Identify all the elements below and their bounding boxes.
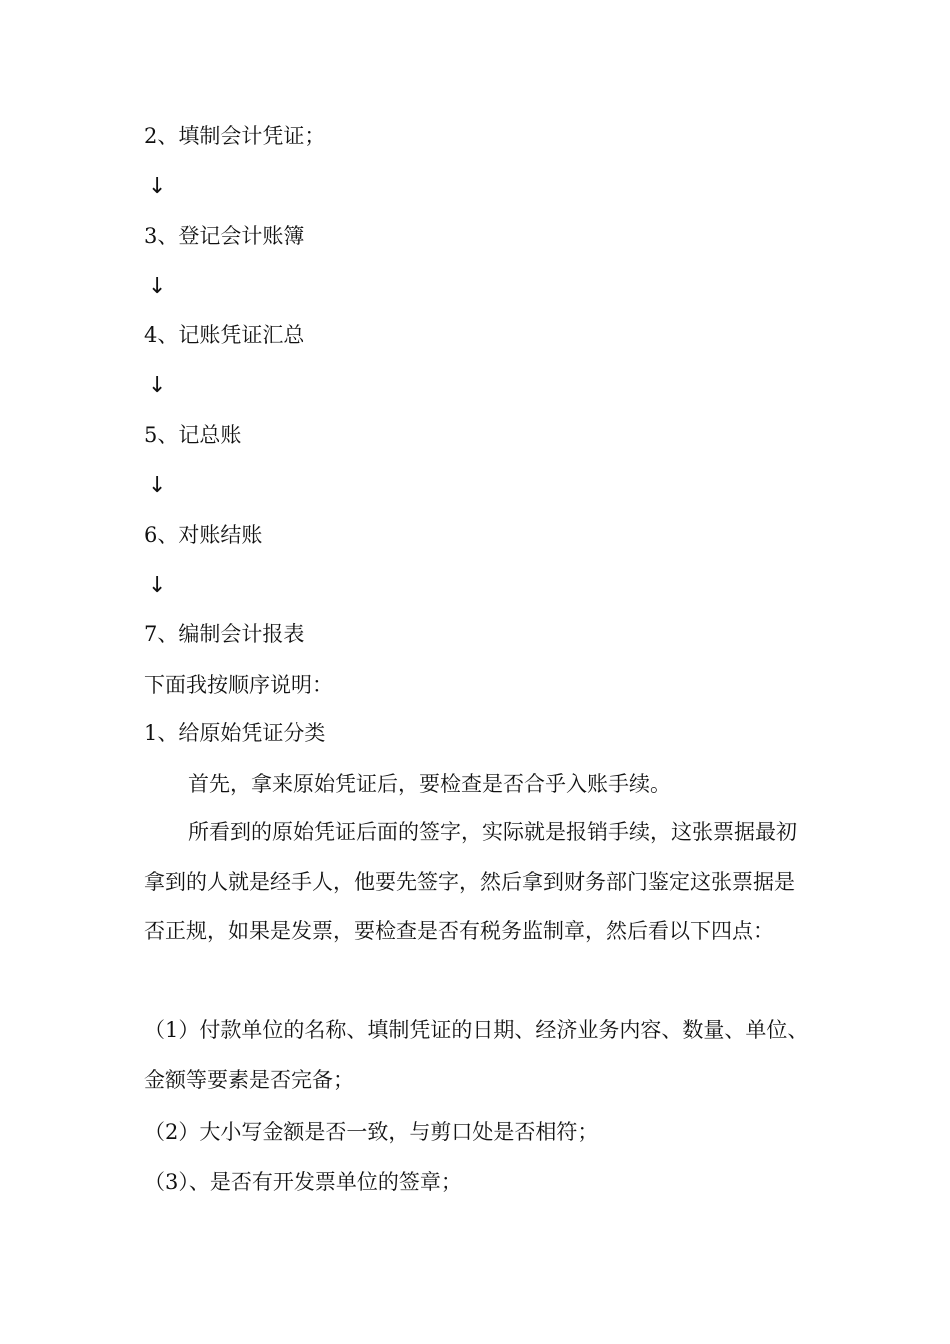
down-arrow-icon: ↓	[148, 174, 167, 199]
step-4-summarize-vouchers: 4、记账凭证汇总	[144, 323, 305, 347]
check-item-3: （3）、是否有开发票单位的签章；	[144, 1170, 462, 1194]
down-arrow-icon: ↓	[148, 473, 167, 498]
intro-text: 下面我按顺序说明：	[144, 673, 333, 697]
step-6-reconcile-close: 6、对账结账	[144, 523, 263, 547]
check-item-1: （1）付款单位的名称、填制凭证的日期、经济业务内容、数量、单位、金额等要素是否完备；	[144, 1018, 809, 1092]
down-arrow-icon: ↓	[148, 573, 167, 598]
section-1-title: 1、给原始凭证分类	[144, 721, 326, 745]
paragraph-signatures: 所看到的原始凭证后面的签字，实际就是报销手续，这张票据最初拿到的人就是经手人，他要先签字，然后拿到财务部门鉴定这张票据是否正规，如果是发票，要检查是否有税务监制章，然后看以下四点：	[144, 820, 797, 943]
check-item-2: （2）大小写金额是否一致，与剪口处是否相符；	[144, 1120, 599, 1144]
paragraph-check-procedure: 首先，拿来原始凭证后，要检查是否合乎入账手续。	[188, 772, 671, 796]
step-5-general-ledger: 5、记总账	[144, 423, 242, 447]
down-arrow-icon: ↓	[148, 274, 167, 299]
step-3-register-ledger: 3、登记会计账簿	[144, 224, 305, 248]
step-7-prepare-reports: 7、编制会计报表	[144, 622, 305, 646]
step-2-fill-voucher: 2、填制会计凭证；	[144, 124, 326, 148]
down-arrow-icon: ↓	[148, 373, 167, 398]
